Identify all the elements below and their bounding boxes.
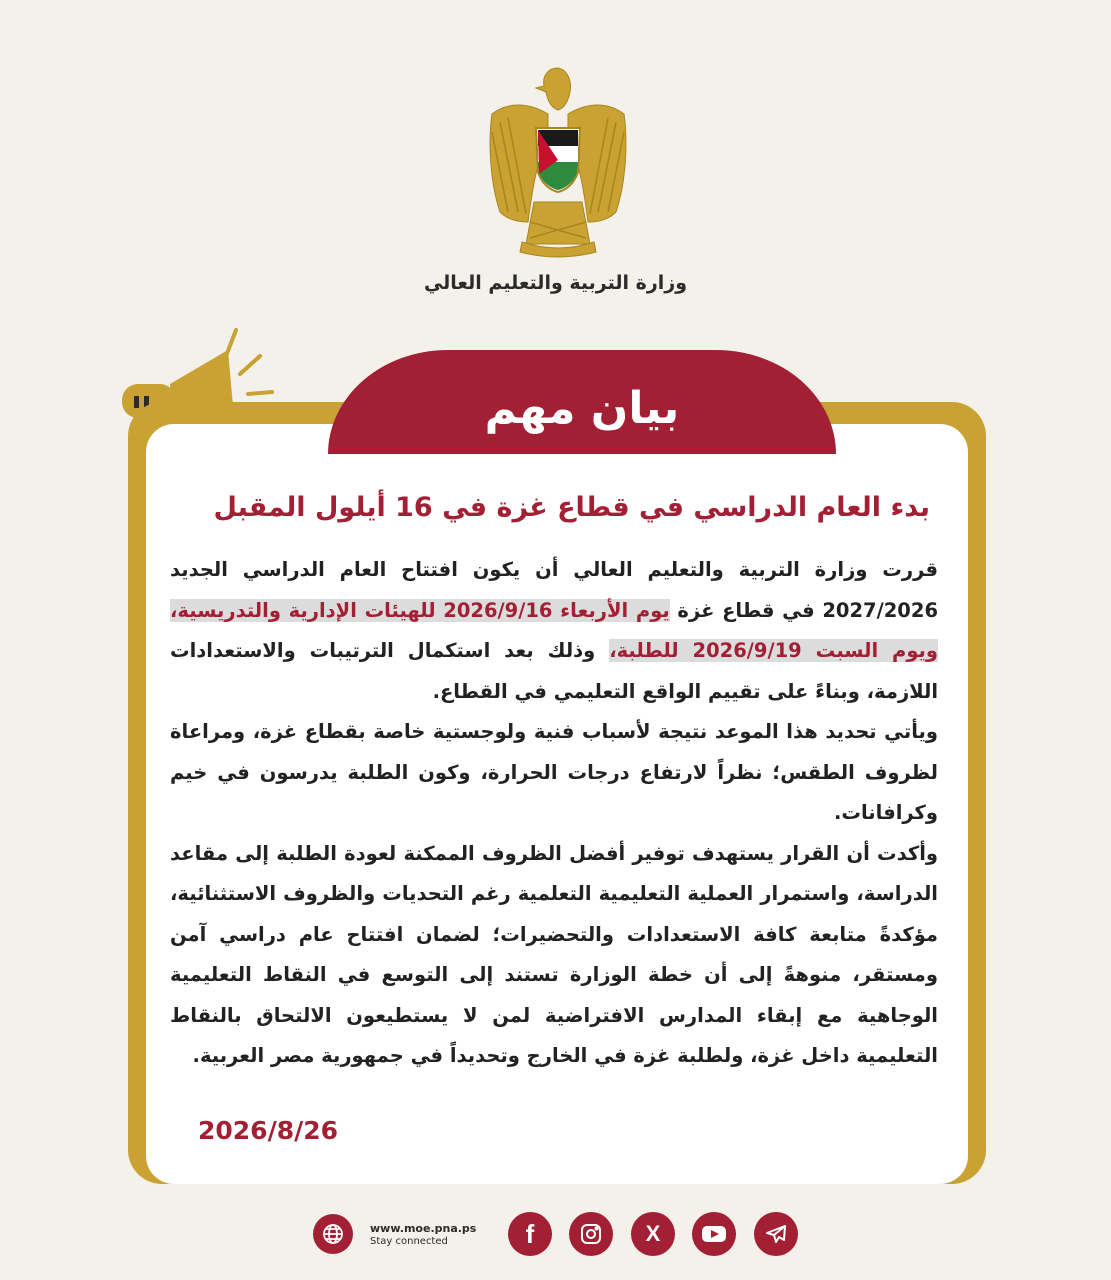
facebook-icon[interactable]	[508, 1212, 552, 1256]
website-url[interactable]: www.moe.pna.ps	[370, 1222, 477, 1235]
globe-icon[interactable]	[313, 1214, 353, 1254]
paragraph-2: ويأتي تحديد هذا الموعد نتيجة لأسباب فنية ولوجستية خاصة بقطاع غزة، ومراعاة لظروف الطقس؛ نظراً لارتفاع درجات الحرارة، وكون الطلبة يدرسون في خيم وكرافانات.	[170, 720, 938, 824]
ministry-name: وزارة التربية والتعليم العالي	[423, 272, 688, 294]
x-icon[interactable]	[631, 1212, 675, 1256]
paragraph-3: وأكدت أن القرار يستهدف توفير أفضل الظروف الممكنة لعودة الطلبة إلى مقاعد الدراسة، واستمرار العملية التعليمية التعلمية رغم التحديات والظروف الاستثنائية، مؤكدةً متابعة كافة الاستعدادات والتحضيرات؛ لضمان افتتاح عام دراسي آمن ومستقر، منوهةً إلى أن خطة الوزارة تستند إلى التوسع في النقاط التعليمية الوجاهية مع إبقاء المدارس الافتراضية لمن لا يستطيعون الالتحاق بالنقاط التعليمية داخل غزة، ولطلبة غزة في الخارج وتحديداً في جمهورية مصر العربية.	[170, 841, 938, 1067]
statement-body	[170, 550, 938, 1077]
youtube-icon[interactable]	[692, 1212, 736, 1256]
paragraph-1-text-b: وذلك بعد استكمال الترتيبات والاستعدادات اللازمة، وبناءً على تقييم الواقع التعليمي في القطاع.	[170, 639, 938, 703]
x-glyph: X	[645, 1221, 661, 1246]
website-tagline: Stay connected	[370, 1236, 448, 1247]
instagram-icon[interactable]	[569, 1212, 613, 1256]
palestine-eagle-emblem	[478, 62, 638, 262]
important-statement-banner: بيان مهم	[328, 350, 836, 454]
facebook-glyph: f	[525, 1218, 535, 1249]
statement-date: 2026/8/26	[198, 1116, 339, 1145]
statement-headline: بدء العام الدراسي في قطاع غزة في 16 أيلول المقبل	[213, 492, 930, 523]
paragraph-1-highlight: يوم الأربعاء 2026/9/16 للهيئات الإدارية والتدريسية، ويوم السبت 2026/9/19 للطلبة،	[170, 598, 938, 662]
telegram-icon[interactable]	[754, 1212, 798, 1256]
paragraph-1	[170, 550, 938, 712]
paragraph-1-text-a: قررت وزارة التربية والتعليم العالي أن يكون افتتاح العام الدراسي الجديد 2027/2026 في قطاع غزة	[170, 558, 939, 622]
